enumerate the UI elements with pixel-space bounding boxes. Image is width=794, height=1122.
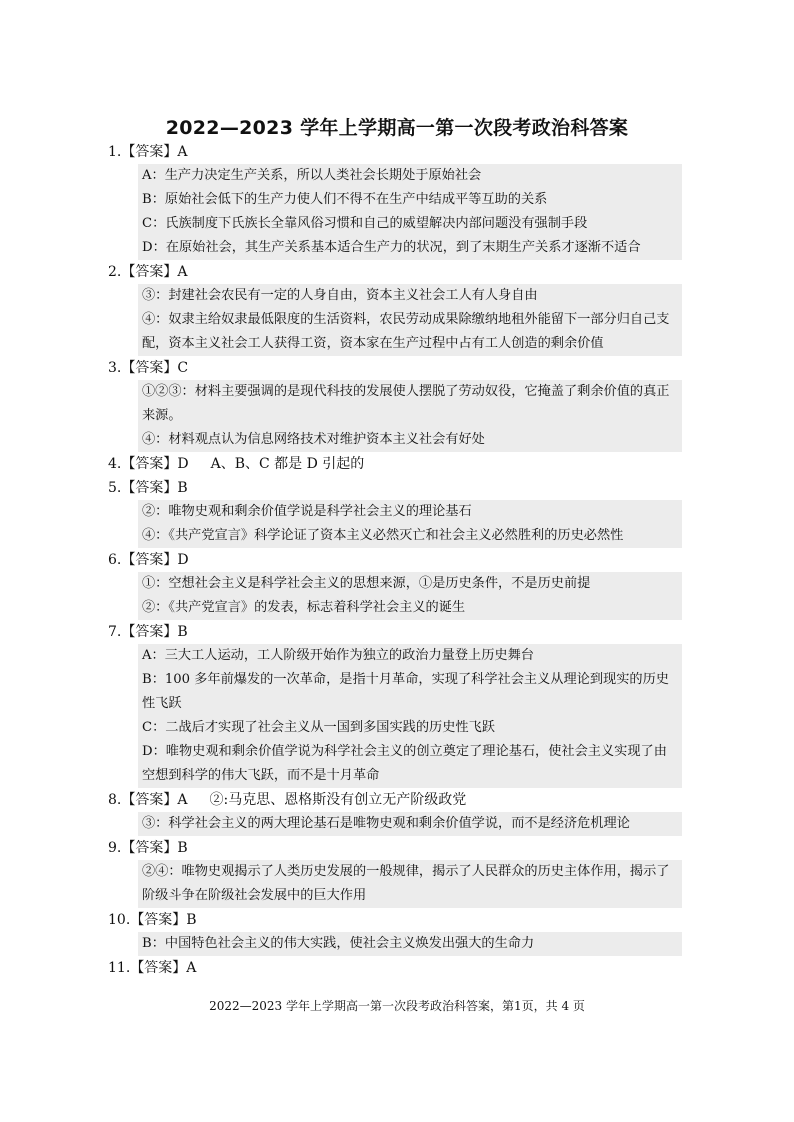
answer-inline-note: ②:马克思、恩格斯没有创立无产阶级政党 <box>209 792 467 808</box>
explanation-line: B：100 多年前爆发的一次革命，是指十月革命，实现了科学社会主义从理论到现实的历史性飞跃 <box>142 672 669 711</box>
answer-header <box>108 908 682 932</box>
explanation-line: A：三大工人运动，工人阶级开始作为独立的政治力量登上历史舞台 <box>142 648 534 663</box>
answer-header <box>108 956 682 980</box>
explanation-line: ④：奴隶主给奴隶最低限度的生活资料，农民劳动成果除缴纳地租外能留下一部分归自己支配，资本主义社会工人获得工资，资本家在生产过程中占有工人创造的剩余价值 <box>142 312 670 351</box>
question-number: 10. <box>108 912 131 928</box>
explanation-line: D：唯物史观和剩余价值学说为科学社会主义的创立奠定了理论基石，使社会主义实现了由空想到科学的伟大飞跃，而不是十月革命 <box>142 744 667 783</box>
answer-header <box>108 476 682 500</box>
answer-item <box>108 476 682 548</box>
answer-inline-note: A、B、C 都是 D 引起的 <box>210 456 365 472</box>
answer-item <box>108 548 682 620</box>
answer-item <box>108 260 682 356</box>
answer-label: 【答案】B <box>121 480 188 496</box>
question-number: 1. <box>108 144 122 160</box>
answer-label: 【答案】B <box>121 624 188 640</box>
explanation-box <box>138 500 682 548</box>
answer-header <box>108 356 682 380</box>
explanation-box <box>138 380 682 452</box>
explanation-box <box>138 572 682 620</box>
answer-list <box>108 140 682 980</box>
explanation-line: ②：唯物史观和剩余价值学说是科学社会主义的理论基石 <box>142 504 472 519</box>
answer-header <box>108 260 682 284</box>
explanation-box <box>138 284 682 356</box>
answer-item <box>108 908 682 956</box>
answer-header <box>108 452 682 476</box>
answer-item <box>108 452 682 476</box>
question-number: 2. <box>108 264 122 280</box>
explanation-line: ②：《共产党宣言》的发表，标志着科学社会主义的诞生 <box>142 600 466 615</box>
explanation-box <box>138 644 682 788</box>
answer-item <box>108 788 682 836</box>
answer-header <box>108 140 682 164</box>
answer-label: 【答案】A <box>121 264 188 280</box>
question-number: 4. <box>108 456 122 472</box>
explanation-box <box>138 812 682 836</box>
explanation-line: ①②③：材料主要强调的是现代科技的发展使人摆脱了劳动奴役，它掩盖了剩余价值的真正来源。 <box>142 384 670 423</box>
answer-item <box>108 620 682 788</box>
answer-label: 【答案】C <box>121 360 189 376</box>
question-number: 3. <box>108 360 122 376</box>
explanation-box <box>138 932 682 956</box>
question-number: 5. <box>108 480 122 496</box>
answer-item <box>108 356 682 452</box>
answer-header <box>108 548 682 572</box>
explanation-line: ②④：唯物史观揭示了人类历史发展的一般规律，揭示了人民群众的历史主体作用，揭示了阶级斗争在阶级社会发展中的巨大作用 <box>142 864 670 903</box>
answer-label: 【答案】D <box>121 552 189 568</box>
explanation-line: C：二战后才实现了社会主义从一国到多国实践的历史性飞跃 <box>142 720 495 735</box>
answer-item <box>108 836 682 908</box>
question-number: 6. <box>108 552 122 568</box>
answer-label: 【答案】A <box>121 792 188 808</box>
explanation-line: B：中国特色社会主义的伟大实践，使社会主义焕发出强大的生命力 <box>142 936 535 951</box>
question-number: 7. <box>108 624 122 640</box>
page-footer: 2022—2023 学年上学期高一第一次段考政治科答案，第1页，共 4 页 <box>209 999 585 1013</box>
explanation-line: ③：科学社会主义的两大理论基石是唯物史观和剩余价值学说，而不是经济危机理论 <box>142 816 630 831</box>
explanation-line: ④：《共产党宣言》科学论证了资本主义必然灭亡和社会主义必然胜利的历史必然性 <box>142 528 624 543</box>
explanation-line: ④：材料观点认为信息网络技术对维护资本主义社会有好处 <box>142 432 485 447</box>
explanation-line: ③：封建社会农民有一定的人身自由，资本主义社会工人有人身自由 <box>142 288 538 303</box>
answer-label: 【答案】A <box>121 144 188 160</box>
explanation-box <box>138 164 682 260</box>
explanation-line: B：原始社会低下的生产力使人们不得不在生产中结成平等互助的关系 <box>142 192 548 207</box>
explanation-box <box>138 860 682 908</box>
explanation-line: C：氏族制度下氏族长全靠风俗习惯和自己的威望解决内部问题没有强制手段 <box>142 216 588 231</box>
page-title: 2022—2023 学年上学期高一第一次段考政治科答案 <box>165 117 629 139</box>
answer-label: 【答案】B <box>130 912 197 928</box>
answer-header <box>108 620 682 644</box>
answer-item <box>108 956 682 980</box>
question-number: 11. <box>108 960 131 976</box>
question-number: 8. <box>108 792 122 808</box>
answer-header <box>108 836 682 860</box>
answer-label: 【答案】B <box>121 840 188 856</box>
answer-label: 【答案】D <box>121 456 189 472</box>
answer-header <box>108 788 682 812</box>
question-number: 9. <box>108 840 122 856</box>
answer-item <box>108 140 682 260</box>
answer-label: 【答案】A <box>130 960 197 976</box>
explanation-line: ①：空想社会主义是科学社会主义的思想来源，①是历史条件，不是历史前提 <box>142 576 591 591</box>
explanation-line: A：生产力决定生产关系，所以人类社会长期处于原始社会 <box>142 168 482 183</box>
explanation-line: D：在原始社会，其生产关系基本适合生产力的状况，到了末期生产关系才逐渐不适合 <box>142 240 641 255</box>
